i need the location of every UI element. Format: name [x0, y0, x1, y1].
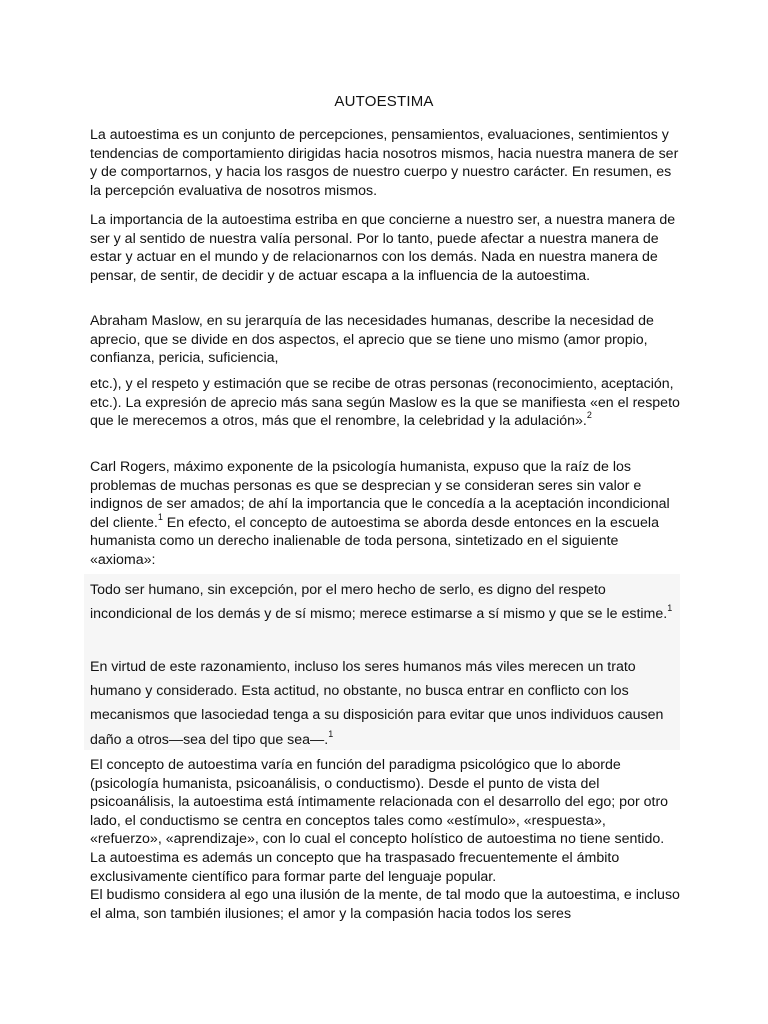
paragraph-text: etc.), y el respeto y estimación que se recibe de otras personas (reconocimiento, aceptación, etc.). La expresión de aprecio más sana según Maslow es la que se manifiesta «en el respeto que le merecemos a otros, más que el renombre, la celebridad y la adulación». — [90, 376, 680, 430]
document-title: AUTOESTIMA — [334, 93, 434, 110]
quote-text: Todo ser humano, sin excepción, por el mero hecho de serlo, es digno del respeto incondicional de los demás y de sí mismo; merece estimarse a sí mismo y que se le estime. — [90, 582, 668, 623]
paragraph-maslow: Abraham Maslow, en su jerarquía de las necesidades humanas, describe la necesidad de aprecio, que se divide en dos aspectos, el aprecio que se tiene uno mismo (amor propio, confianza, pericia, suficiencia, — [90, 313, 654, 367]
axiom-quote-block — [84, 574, 680, 750]
quote-reasoning — [90, 655, 676, 752]
paragraph-buddhism: El budismo considera al ego una ilusión de la mente, de tal modo que la autoestima, e incluso el alma, son también ilusiones; el amor y la compasión hacia todos los seres — [90, 887, 680, 922]
paragraph-paradigms: El concepto de autoestima varía en función del paradigma psicológico que lo aborde (psicología humanista, psicoanálisis, o conductismo). Desde el punto de vista del psicoanálisis, la autoestima está íntimamente relacionada con el desarrollo del ego; por otro lado, el conductismo se centra en conceptos tales como «estímulo», «respuesta», «refuerzo», «aprendizaje», con lo cual el concepto holístico de autoestima no tiene sentido. La autoestima es además un concepto que ha traspasado frecuentemente el ámbito exclusivamente científico para formar parte del lenguaje popular. — [90, 757, 669, 885]
paragraph-rogers — [90, 458, 680, 570]
footnote-ref: 1 — [328, 728, 334, 739]
footnote-ref: 1 — [157, 512, 163, 523]
paragraph-text: Carl Rogers, máximo exponente de la psicología humanista, expuso que la raíz de los problemas de muchas personas es que se desprecian y se consideran seres sin valor e indignos de ser amados; de ahí la importancia que le concedía a la aceptación incondicional del cliente. — [90, 459, 670, 531]
paragraph-definition: La autoestima es un conjunto de percepciones, pensamientos, evaluaciones, sentimientos y tendencias de comportamiento dirigidas hacia nosotros mismos, hacia nuestra manera de ser y de comportarnos, y hacia los rasgos de nuestro cuerpo y nuestro carácter. En resumen, es la percepción evaluativa de nosotros mismos. — [90, 127, 679, 199]
quote-text: En virtud de este razonamiento, incluso los seres humanos más viles merecen un trato humano y considerado. Esta actitud, no obstante, no busca entrar en conflicto con los mecanismos que lasociedad tenga a su disposición para evitar que unos individuos causen daño a otros—sea del tipo que sea—. — [90, 659, 664, 748]
quote-axiom — [90, 578, 676, 626]
footnote-ref: 2 — [586, 410, 592, 421]
footnote-ref: 1 — [667, 603, 673, 614]
paragraph-importance: La importancia de la autoestima estriba en que concierne a nuestro ser, a nuestra manera de ser y al sentido de nuestra valía personal. Por lo tanto, puede afectar a nuestra manera de estar y actuar en el mundo y de relacionarnos con los demás. Nada en nuestra manera de pensar, de sentir, de decidir y de actuar escapa a la influencia de la autoestima. — [90, 212, 676, 284]
paragraph-maslow-continued — [90, 375, 680, 431]
paragraph-text: En efecto, el concepto de autoestima se aborda desde entonces en la escuela humanista como un derecho inalienable de toda persona, sintetizado en el siguiente «axioma»: — [90, 514, 659, 568]
